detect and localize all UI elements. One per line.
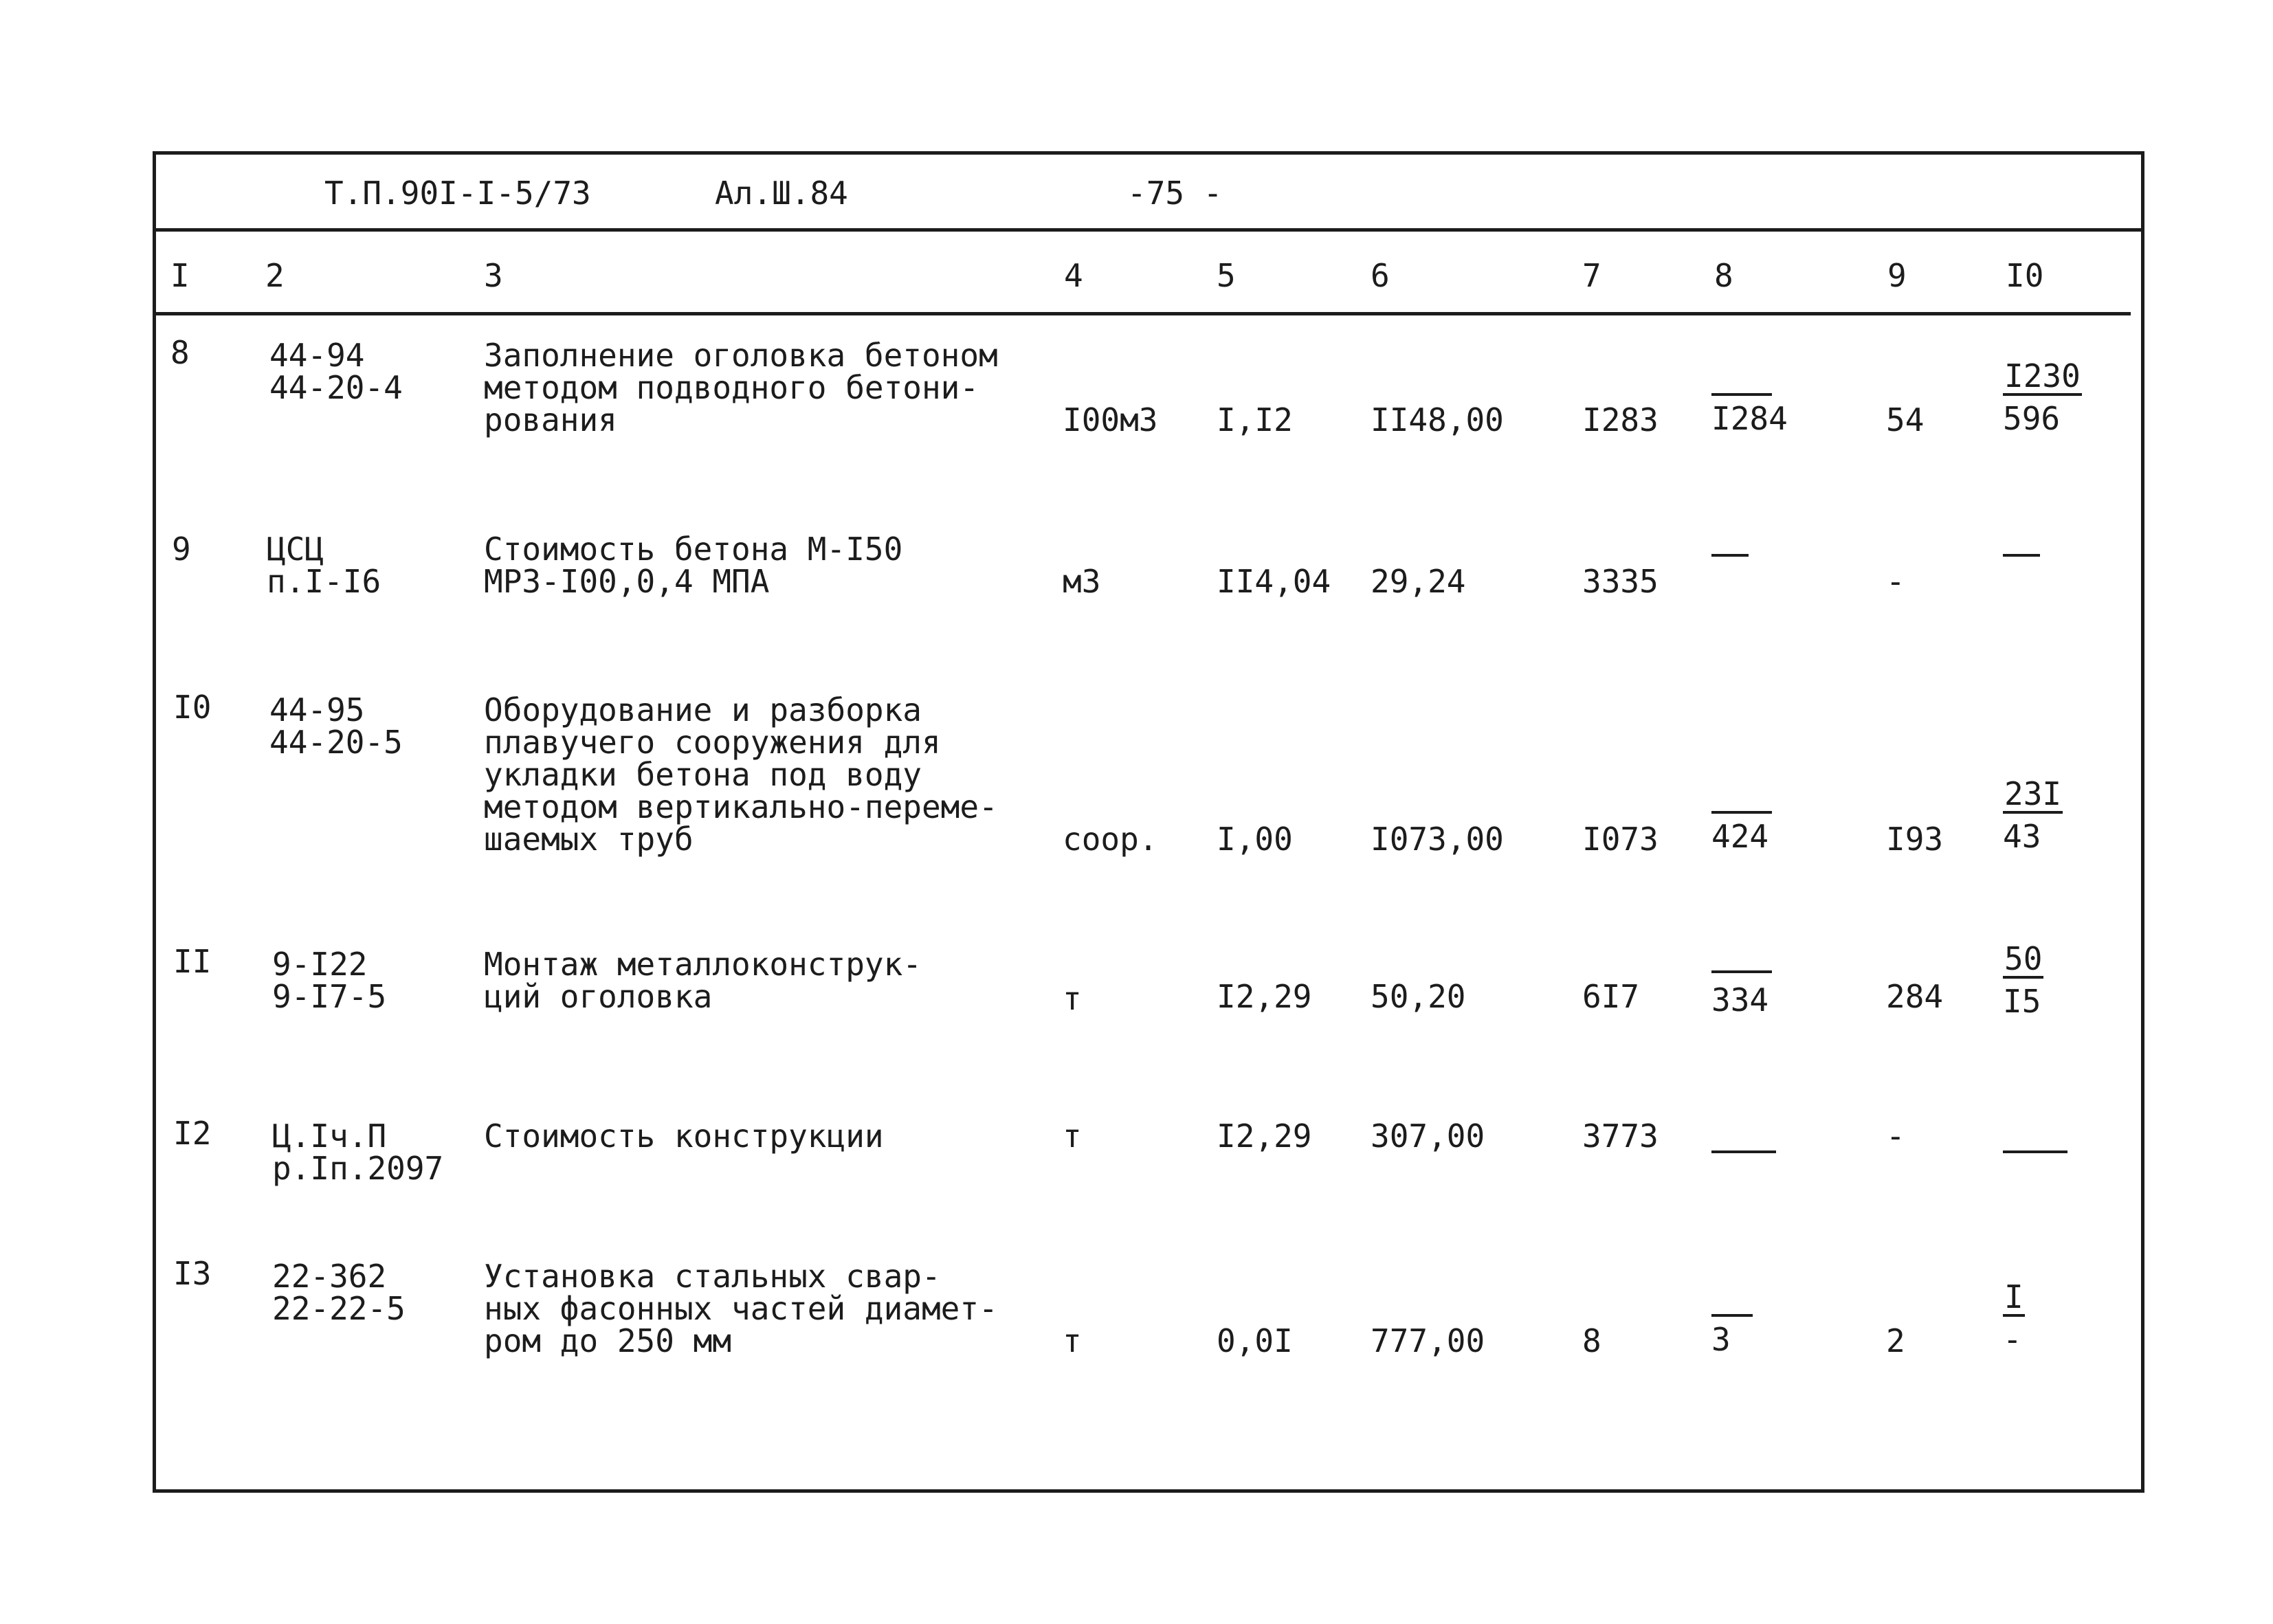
total-cost: 3773: [1582, 1117, 1659, 1155]
work-description: ных фасонных частей диамет-: [484, 1290, 998, 1327]
wages-fraction: I284: [1711, 359, 1788, 436]
machine-cost: -: [1886, 563, 1905, 600]
column-number: I: [170, 257, 190, 294]
work-description: Оборудование и разборка: [484, 691, 922, 728]
work-description: шаемых труб: [484, 821, 694, 858]
labor-fraction: $\frac{23I}{43}$: [2003, 775, 2062, 855]
row-number: 8: [170, 334, 190, 371]
column-number: 3: [484, 257, 503, 294]
work-description: рования: [484, 401, 617, 438]
rate-code: Ц.Iч.П: [272, 1117, 387, 1155]
rate-code: 22-362: [272, 1258, 387, 1295]
rate-code: 9-I7-5: [272, 978, 387, 1015]
rate-code: 44-95: [269, 691, 365, 728]
row-number: II: [173, 943, 212, 980]
total-cost: I073: [1582, 821, 1659, 858]
rate-code: 22-22-5: [272, 1290, 406, 1327]
wages-fraction: 334: [1711, 954, 1772, 1017]
column-header-rule: [153, 312, 2131, 315]
rate-code: 9-I22: [272, 946, 368, 983]
column-number: 6: [1371, 257, 1390, 294]
unit: т: [1063, 1117, 1082, 1155]
work-description: ций оголовка: [484, 978, 713, 1015]
work-description: Стоимость бетона М-I50: [484, 531, 903, 568]
work-description: Стоимость конструкции: [484, 1117, 884, 1155]
unit-price: 50,20: [1371, 978, 1466, 1015]
album-number: Ал.Ш.84: [715, 175, 848, 212]
wages-fraction: [1711, 1134, 1776, 1188]
work-description: методом вертикально-переме-: [484, 788, 998, 825]
rate-code: р.Iп.2097: [272, 1150, 444, 1187]
unit: м3: [1063, 563, 1101, 600]
unit: т: [1063, 980, 1082, 1017]
quantity: I,I2: [1217, 401, 1293, 438]
header-rule: [153, 228, 2144, 232]
row-number: I3: [173, 1255, 212, 1292]
column-number: 2: [265, 257, 285, 294]
row-number: 9: [172, 531, 191, 568]
total-cost: 8: [1582, 1322, 1601, 1359]
total-cost: 3335: [1582, 563, 1659, 600]
column-number: 4: [1064, 257, 1083, 294]
row-number: I2: [173, 1115, 212, 1152]
unit-price: 777,00: [1371, 1322, 1485, 1359]
wages-fraction: [1711, 537, 1749, 601]
column-number: 8: [1714, 257, 1733, 294]
labor-fraction: $\frac{I230}{596}$: [2003, 357, 2081, 437]
labor-fraction: $\frac{50}{I5}$: [2003, 940, 2043, 1020]
labor-fraction: [2003, 1134, 2067, 1188]
work-description: Установка стальных свар-: [484, 1258, 941, 1295]
total-cost: I283: [1582, 401, 1659, 438]
unit: I00м3: [1063, 401, 1158, 438]
column-number: 9: [1887, 257, 1907, 294]
quantity: 0,0I: [1217, 1322, 1293, 1359]
rate-code: п.I-I6: [267, 563, 381, 600]
column-number: 5: [1217, 257, 1236, 294]
unit-price: 307,00: [1371, 1117, 1485, 1155]
work-description: методом подводного бетони-: [484, 369, 979, 406]
row-number: I0: [173, 689, 212, 726]
unit-price: II48,00: [1371, 401, 1504, 438]
labor-fraction: [2003, 537, 2040, 601]
quantity: I2,29: [1217, 978, 1312, 1015]
quantity: II4,04: [1217, 563, 1331, 600]
page-number: -75 -: [1127, 175, 1223, 212]
work-description: МРЗ-I00,0,4 МПА: [484, 563, 770, 600]
machine-cost: 2: [1886, 1322, 1905, 1359]
machine-cost: 54: [1886, 401, 1925, 438]
work-description: Монтаж металлоконструк-: [484, 946, 922, 983]
column-number: 7: [1582, 257, 1601, 294]
work-description: укладки бетона под воду: [484, 756, 922, 793]
rate-code: 44-20-4: [269, 369, 403, 406]
wages-fraction: 3: [1711, 1280, 1753, 1357]
machine-cost: -: [1886, 1117, 1905, 1155]
rate-code: 44-20-5: [269, 724, 403, 761]
quantity: I,00: [1217, 821, 1293, 858]
machine-cost: I93: [1886, 821, 1944, 858]
column-number: I0: [2006, 257, 2044, 294]
unit: т: [1063, 1322, 1082, 1359]
work-description: плавучего сооружения для: [484, 724, 941, 761]
work-description: ром до 250 мм: [484, 1322, 732, 1359]
rate-code: ЦСЦ: [267, 531, 324, 568]
labor-fraction: I -: [2003, 1278, 2023, 1358]
wages-fraction: 424: [1711, 777, 1772, 854]
unit-price: I073,00: [1371, 821, 1504, 858]
work-description: Заполнение оголовка бетоном: [484, 337, 998, 374]
quantity: I2,29: [1217, 1117, 1312, 1155]
total-cost: 6I7: [1582, 978, 1640, 1015]
machine-cost: 284: [1886, 978, 1944, 1015]
rate-code: 44-94: [269, 337, 365, 374]
unit-price: 29,24: [1371, 563, 1466, 600]
document-code: Т.П.90I-I-5/73: [324, 175, 591, 212]
unit: соор.: [1063, 821, 1158, 858]
